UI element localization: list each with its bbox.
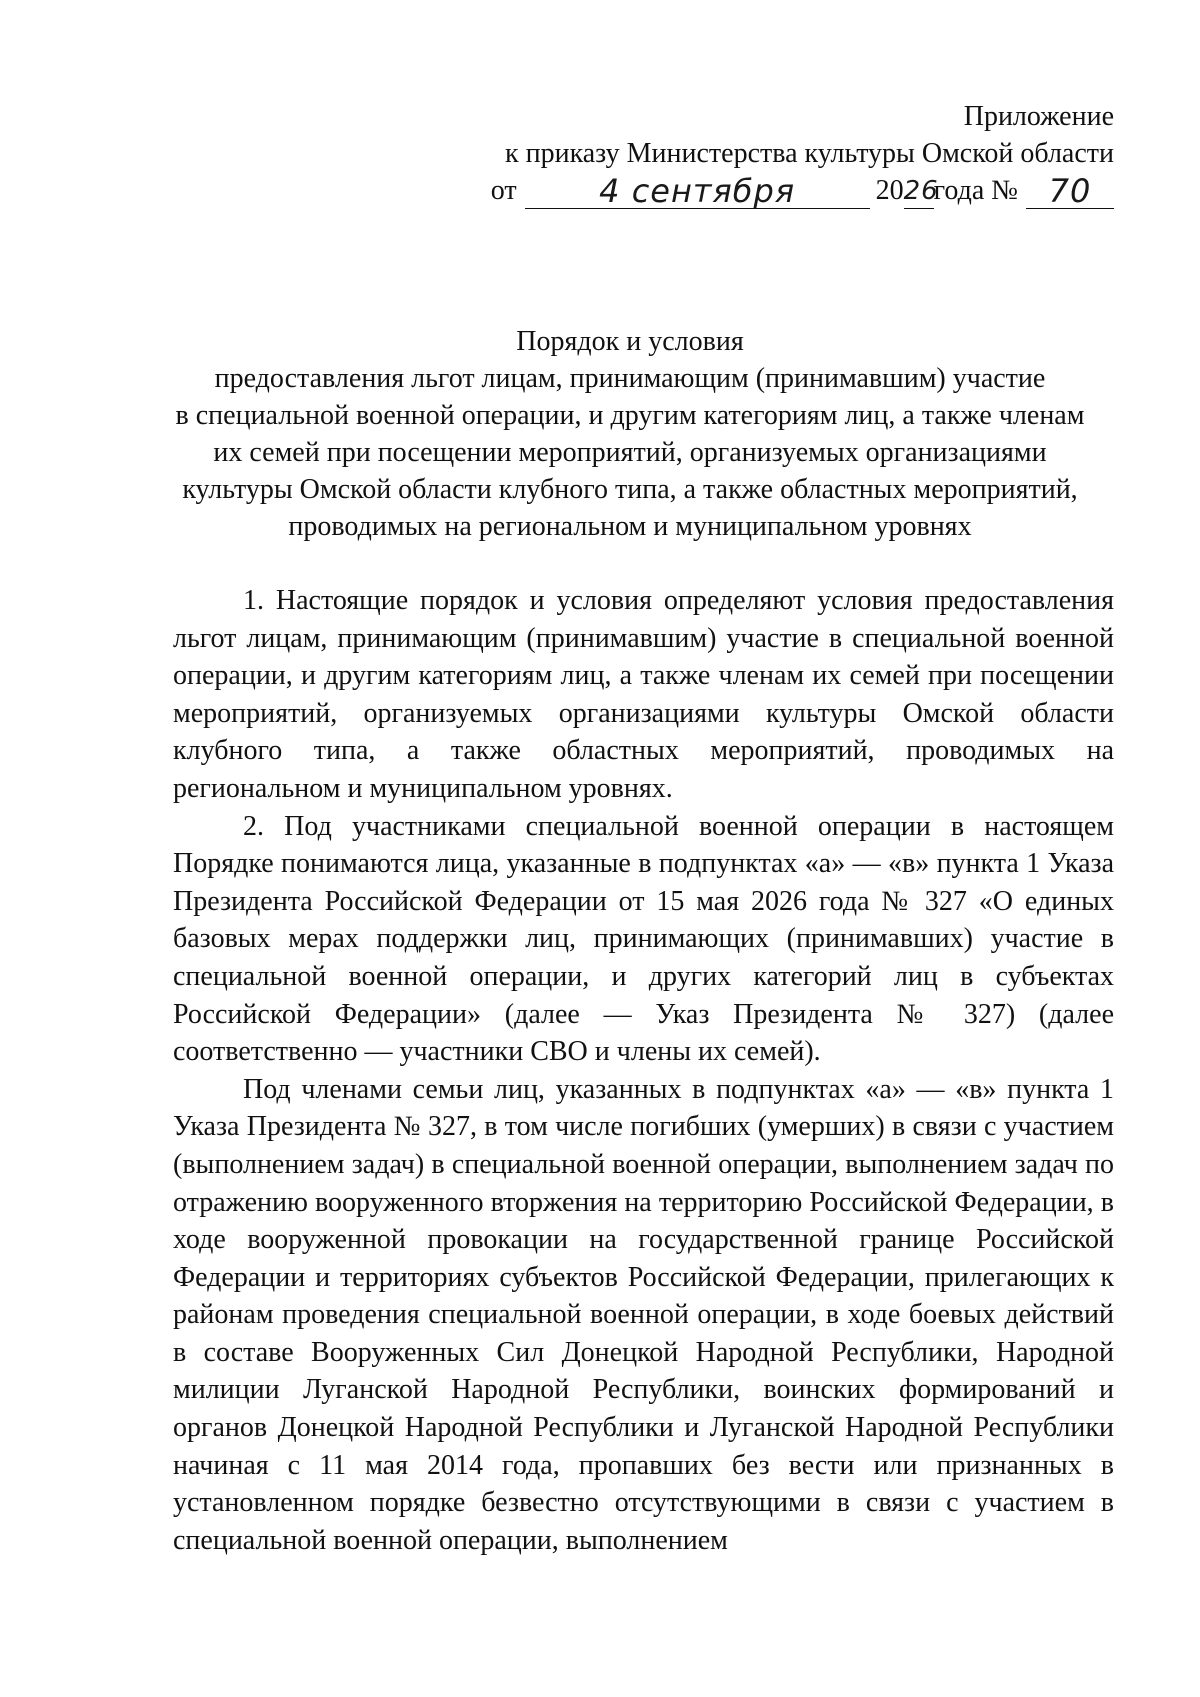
appendix-title: Приложение xyxy=(963,101,1114,132)
paragraph-1: 1. Настоящие порядок и условия определяют условия предоставления льгот лицам, принимающим (принимавшим) участие в специальной военной операции, и другим категориям лиц, а также членам их семей при посещении мероприятий, организуемых организациями культуры Омской области клубного типа, а также областных мероприятий, проводимых на региональном и муниципальном уровнях. xyxy=(173,585,1114,804)
date-prefix: от xyxy=(490,175,517,206)
title-line: культуры Омской области клубного типа, а также областных мероприятий, xyxy=(182,474,1078,505)
handwritten-date: 4 сентября xyxy=(599,172,796,210)
date-field xyxy=(525,172,870,210)
number-field xyxy=(1026,172,1114,210)
document-title xyxy=(150,323,1110,545)
handwritten-number: 70 xyxy=(1048,172,1092,210)
appendix-order-reference: к приказу Министерства культуры Омской области xyxy=(505,138,1114,169)
title-line: в специальной военной операции, и другим категориям лиц, а также членам xyxy=(175,400,1085,431)
year-field xyxy=(903,176,939,209)
title-line: Порядок и условия xyxy=(516,326,744,357)
paragraph-2: 2. Под участниками специальной военной операции в настоящем Порядке понимаются лица, указанные в подпунктах «а» — «в» пункта 1 Указа Президента Российской Федерации от 15 мая 2026 года № 327 «О единых базовых мерах поддержки лиц, принимающих (принимавших) участие в специальной военной операции, и других категорий лиц в субъектах Российской Федерации» (далее — Указ Президента № 327) (далее соответственно — участники СВО и члены их семей). xyxy=(173,810,1114,1068)
appendix-date-line xyxy=(414,172,1114,209)
year-suffix: года № xyxy=(933,175,1018,206)
title-line: их семей при посещении мероприятий, организуемых организациями xyxy=(213,437,1047,468)
paragraph-3: Под членами семьи лиц, указанных в подпунктах «а» — «в» пункта 1 Указа Президента № 327, в том числе погибших (умерших) в связи с участием (выполнением задач) в специальной военной операции, выполнением задач по отражению вооруженного вторжения на территорию Российской Федерации, в ходе вооруженной провокации на государственной границе Российской Федерации и территориях субъектов Российской Федерации, прилегающих к районам проведения специальной военной операции, в ходе боевых действий в составе Вооруженных Сил Донецкой Народной Республики, Народной милиции Луганской Народной Республики, воинских формирований и органов Донецкой Народной Республики и Луганской Народной Республики начиная с 11 мая 2014 года, пропавших без вести или признанных в установленном порядке безвестно отсутствующими в связи с участием в специальной военной операции, выполнением xyxy=(173,1073,1114,1556)
title-line: проводимых на региональном и муниципальном уровнях xyxy=(288,511,972,542)
appendix-header xyxy=(414,98,1114,209)
title-line: предоставления льгот лицам, принимающим (принимавшим) участие xyxy=(214,363,1046,394)
document-body xyxy=(173,582,1114,1559)
year-prefix: 20 xyxy=(875,175,904,206)
handwritten-year: 26 xyxy=(903,176,939,206)
